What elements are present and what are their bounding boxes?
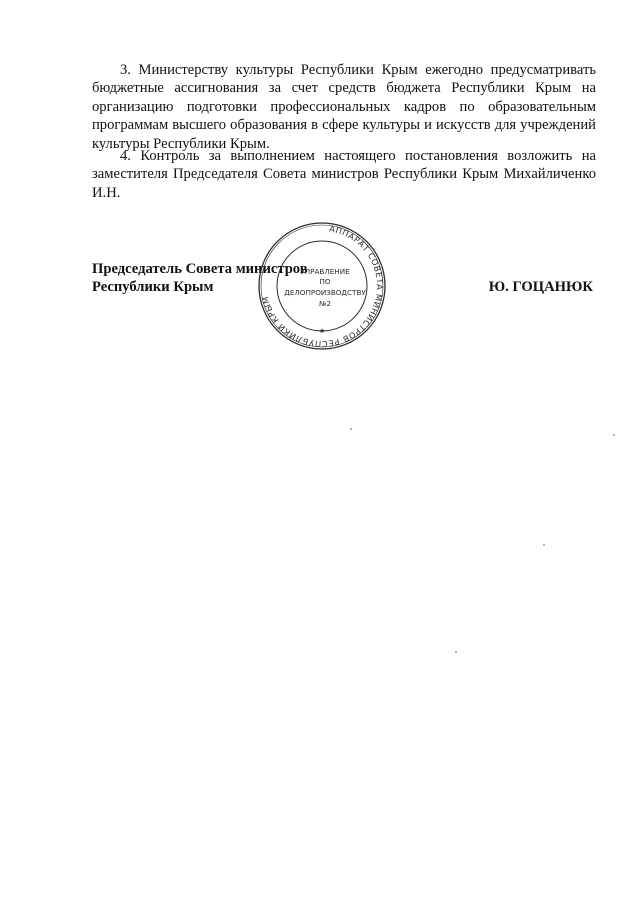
seal-inner-line4: №2 — [318, 299, 332, 308]
scan-speck — [350, 428, 352, 430]
signatory-title-line1: Председатель Совета министров — [92, 261, 308, 277]
signatory-name: Ю. ГОЦАНЮК — [488, 279, 593, 295]
seal-inner-line2: ПО — [319, 277, 331, 286]
paragraph-4: 4. Контроль за выполнением настоящего постановления возложить на заместителя Председателя Совета министров Республики Крым Михайличенко И.Н. — [92, 148, 596, 201]
signatory-title-line2: Республики Крым — [92, 279, 214, 296]
paragraph-3: 3. Министерству культуры Республики Крым ежегодно предусматривать бюджетные ассигнования за счет средств бюджета Республики Крым на организацию подготовки профессиональных кадров по образовательным программам высшего образования в сфере культуры и искусств для учреждений культуры Республики Крым. — [92, 62, 596, 152]
scan-speck — [543, 544, 545, 546]
seal-inner-line1: УПРАВЛЕНИЕ — [300, 267, 350, 276]
seal-outer-text: АППАРАТ СОВЕТА МИНИСТРОВ РЕСПУБЛИКИ КРЫМ — [259, 223, 386, 350]
official-seal — [257, 221, 387, 351]
scan-speck — [455, 651, 457, 653]
seal-star-icon: ★ — [318, 327, 326, 335]
scan-speck — [613, 434, 615, 436]
seal-inner-line3: ДЕЛОПРОИЗВОДСТВУ — [284, 288, 366, 297]
